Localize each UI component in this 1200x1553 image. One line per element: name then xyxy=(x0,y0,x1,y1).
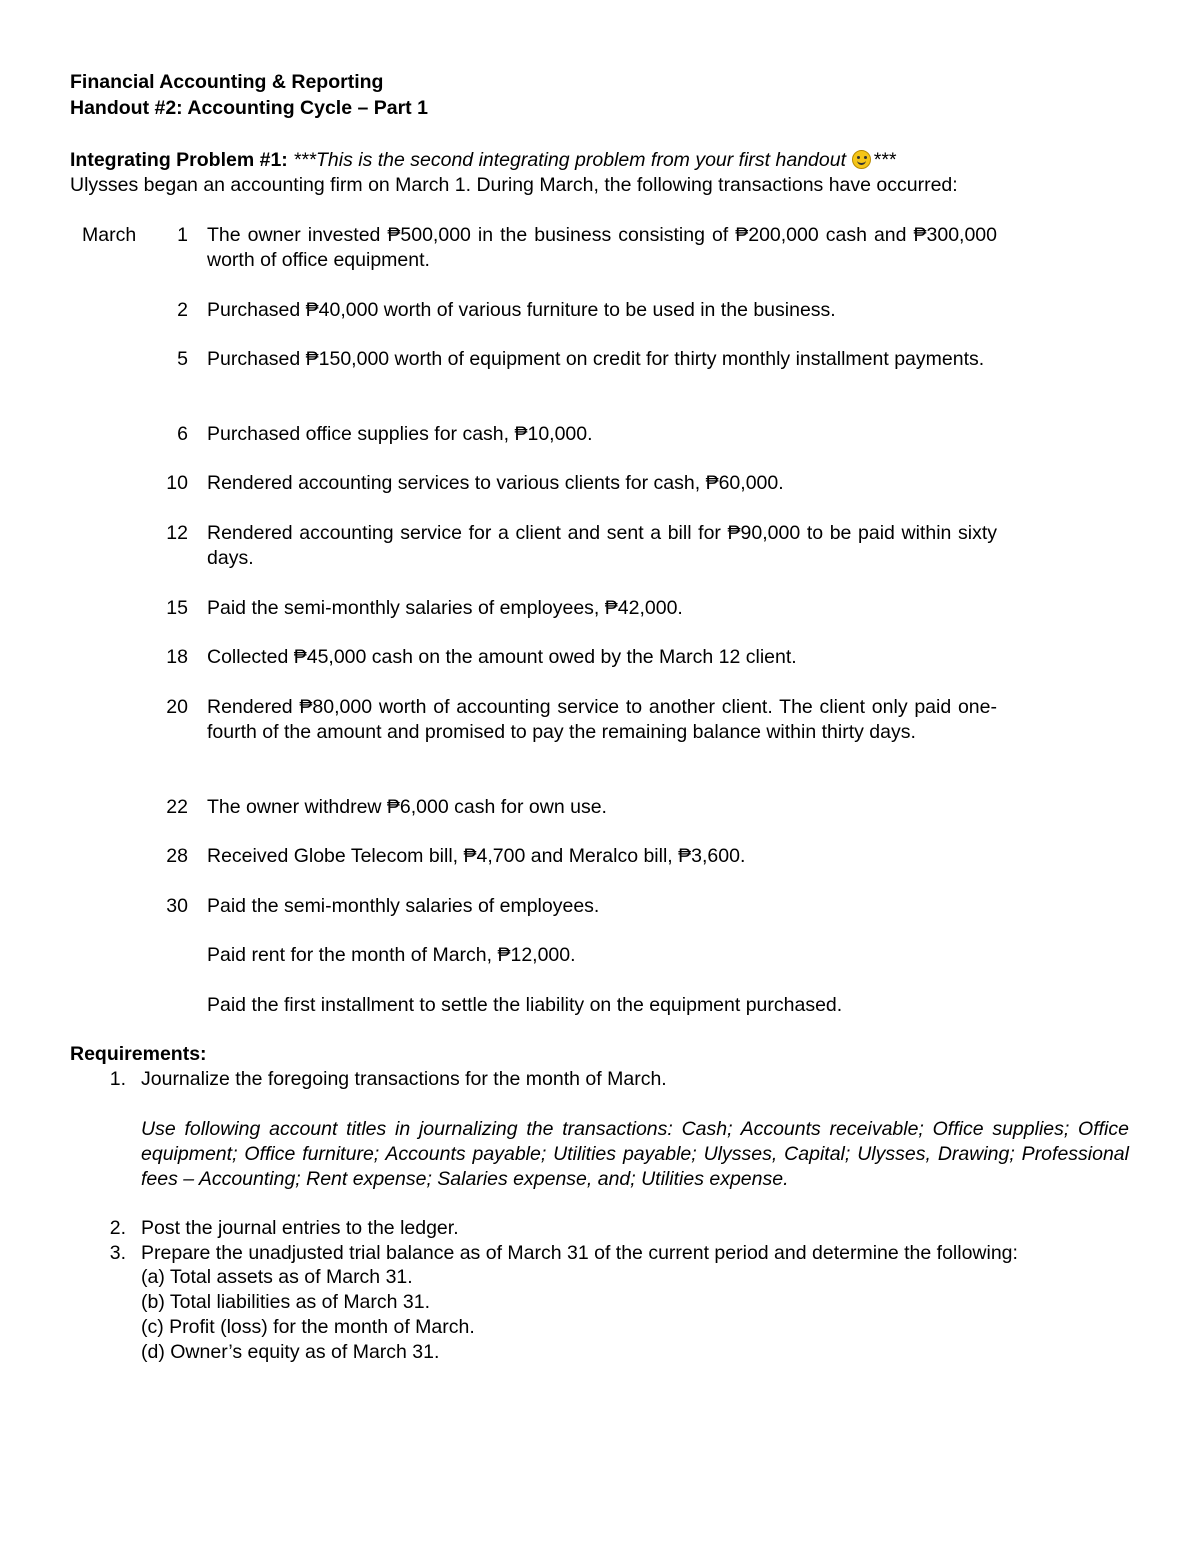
transaction-day: 12 xyxy=(166,522,188,544)
requirement-number: 1. xyxy=(109,1068,126,1090)
transaction-description: Rendered accounting service for a client and sent a bill for ₱90,000 to be paid within sixty days. xyxy=(207,522,997,569)
requirement-sub-item: (d) Owner’s equity as of March 31. xyxy=(141,1341,440,1363)
problem-heading xyxy=(70,148,1150,173)
transaction-description: Rendered ₱80,000 worth of accounting service to another client. The client only paid one-fourth of the amount and promised to pay the remaining balance within thirty days. xyxy=(207,696,997,743)
problem-description: Ulysses began an accounting firm on March 1. During March, the following transactions have occurred: xyxy=(70,174,958,196)
requirement-number: 3. xyxy=(109,1242,126,1264)
transaction-day: 1 xyxy=(177,224,188,246)
transaction-description: Paid the semi-monthly salaries of employees. xyxy=(207,895,600,917)
transaction-description: The owner invested ₱500,000 in the business consisting of ₱200,000 cash and ₱300,000 worth of office equipment. xyxy=(207,224,997,271)
requirement-sub-item: (c) Profit (loss) for the month of March. xyxy=(141,1316,475,1338)
requirement-text: Post the journal entries to the ledger. xyxy=(141,1217,459,1239)
transaction-day: 22 xyxy=(166,796,188,818)
requirement-sub-item: (b) Total liabilities as of March 31. xyxy=(141,1291,431,1313)
transaction-day: 5 xyxy=(177,348,188,370)
document-header xyxy=(70,70,428,122)
problem-label: Integrating Problem #1: xyxy=(70,149,288,171)
transaction-day: 15 xyxy=(166,597,188,619)
requirement-text: Journalize the foregoing transactions for the month of March. xyxy=(141,1068,667,1090)
problem-note: ***This is the second integrating problem from your first handout xyxy=(293,149,846,171)
requirements-heading: Requirements: xyxy=(70,1043,207,1065)
transaction-day: 28 xyxy=(166,845,188,867)
transaction-description: Rendered accounting services to various clients for cash, ₱60,000. xyxy=(207,472,784,494)
transaction-description: Collected ₱45,000 cash on the amount owed by the March 12 client. xyxy=(207,646,797,668)
transaction-day: 10 xyxy=(166,472,188,494)
transaction-description: The owner withdrew ₱6,000 cash for own use. xyxy=(207,796,607,818)
problem-intro xyxy=(70,148,1150,198)
account-titles-note: Use following account titles in journalizing the transactions: Cash; Accounts receivable; Office supplies; Office equipment; Office furniture; Accounts payable; Utilities payable; Ulysses, Capital; Ulysses, Drawing; Professional fees – Accounting; Rent expense; Salaries expense, and; Utilities expense. xyxy=(141,1118,1129,1190)
transaction-day: 2 xyxy=(177,299,188,321)
problem-note-end: *** xyxy=(873,149,896,171)
transaction-description: Purchased ₱150,000 worth of equipment on credit for thirty monthly installment payments. xyxy=(207,348,985,370)
handout-title: Handout #2: Accounting Cycle – Part 1 xyxy=(70,97,428,119)
transaction-day: 6 xyxy=(177,423,188,445)
transaction-day: 18 xyxy=(166,646,188,668)
transaction-description: Purchased ₱40,000 worth of various furniture to be used in the business. xyxy=(207,299,836,321)
course-title: Financial Accounting & Reporting xyxy=(70,71,384,93)
transaction-month: March xyxy=(82,224,137,246)
transaction-description: Paid the semi-monthly salaries of employees, ₱42,000. xyxy=(207,597,683,619)
transaction-description: Purchased office supplies for cash, ₱10,000. xyxy=(207,423,593,445)
transaction-description: Paid the first installment to settle the liability on the equipment purchased. xyxy=(207,994,843,1016)
requirement-number: 2. xyxy=(109,1217,126,1239)
smiley-icon xyxy=(852,150,871,169)
requirement-text: Prepare the unadjusted trial balance as of March 31 of the current period and determine the following: xyxy=(141,1242,1018,1264)
requirement-sub-item: (a) Total assets as of March 31. xyxy=(141,1266,413,1288)
transaction-description: Received Globe Telecom bill, ₱4,700 and Meralco bill, ₱3,600. xyxy=(207,845,746,867)
transaction-day: 30 xyxy=(166,895,188,917)
transaction-day: 20 xyxy=(166,696,188,718)
transaction-description: Paid rent for the month of March, ₱12,000. xyxy=(207,944,576,966)
